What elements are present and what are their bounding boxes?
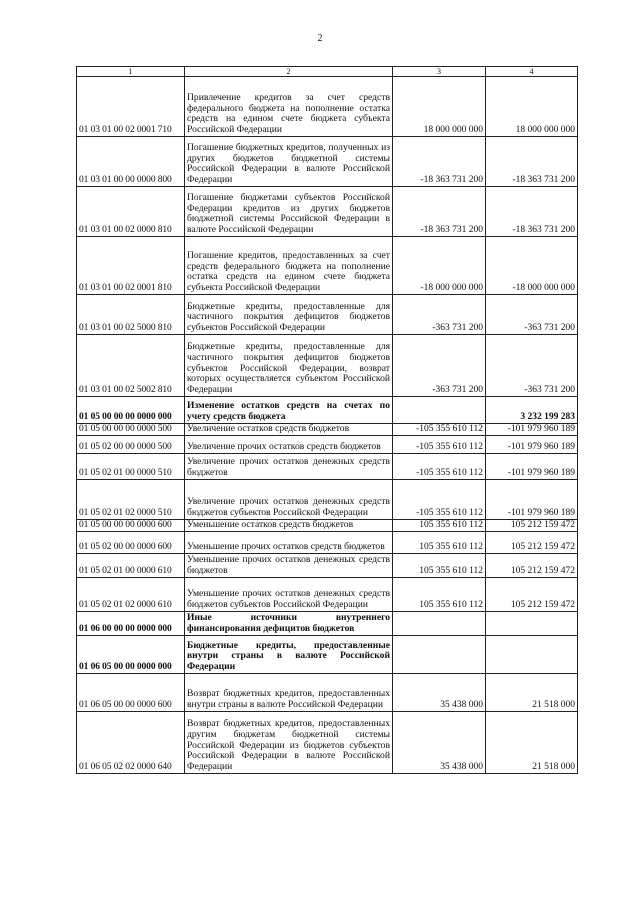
amount-col3-cell: 18 000 000 000	[393, 77, 486, 137]
description-cell: Изменение остатков средств на счетах по учету средств бюджета	[185, 397, 393, 424]
amount-col4-cell: 105 212 159 472	[486, 578, 578, 612]
column-header-3: 3	[393, 67, 486, 77]
kbk-code-cell: 01 03 01 00 02 5000 810	[77, 295, 185, 335]
description-cell: Бюджетные кредиты, предоставленные для частичного покрытия дефицитов бюджетов субъектов Российской Федерации, возврат которых осуществляется субъектом Российской Федерации	[185, 335, 393, 397]
description-cell: Иные источники внутреннего финансирования дефицитов бюджетов	[185, 612, 393, 636]
kbk-code-cell: 01 05 02 01 02 0000 610	[77, 578, 185, 612]
column-header-1: 1	[77, 67, 185, 77]
amount-col4-cell	[486, 636, 578, 674]
amount-col4-cell: -363 731 200	[486, 335, 578, 397]
amount-col4-cell: 18 000 000 000	[486, 77, 578, 137]
kbk-code-cell: 01 03 01 00 02 0001 710	[77, 77, 185, 137]
column-number-header	[77, 67, 578, 77]
amount-col4-cell: 105 212 159 472	[486, 532, 578, 554]
description-cell: Бюджетные кредиты, предоставленные внутри страны в валюте Российской Федерации	[185, 636, 393, 674]
amount-col4-cell: -18 363 731 200	[486, 137, 578, 187]
description-cell: Уменьшение остатков средств бюджетов	[185, 520, 393, 532]
amount-col4-cell: -101 979 960 189	[486, 436, 578, 454]
amount-col3-cell: 35 438 000	[393, 712, 486, 774]
amount-col4-cell	[486, 612, 578, 636]
column-header-2: 2	[185, 67, 393, 77]
kbk-code-cell: 01 05 02 01 00 0000 610	[77, 554, 185, 578]
kbk-code-cell: 01 05 02 01 00 0000 510	[77, 454, 185, 480]
amount-col4-cell: 3 232 199 283	[486, 397, 578, 424]
table-row	[77, 532, 578, 554]
amount-col3-cell	[393, 397, 486, 424]
column-header-4: 4	[486, 67, 578, 77]
description-cell: Погашение бюджетных кредитов, полученных из других бюджетов бюджетной системы Российской Федерации в валюте Российской Федерации	[185, 137, 393, 187]
amount-col3-cell	[393, 612, 486, 636]
kbk-code-cell: 01 03 01 00 02 5002 810	[77, 335, 185, 397]
description-cell: Погашение кредитов, предоставленных за счет средств федерального бюджета на пополнение остатка средств на едином счете бюджета субъекта Российской Федерации	[185, 237, 393, 295]
table-row	[77, 397, 578, 424]
amount-col4-cell: 105 212 159 472	[486, 520, 578, 532]
amount-col3-cell: -105 355 610 112	[393, 424, 486, 436]
description-cell: Погашение бюджетами субъектов Российской Федерации кредитов из других бюджетов бюджетной системы Российской Федерации в валюте Российской Федерации	[185, 187, 393, 237]
page-number: 2	[317, 33, 323, 44]
amount-col3-cell: -18 000 000 000	[393, 237, 486, 295]
description-cell: Привлечение кредитов за счет средств федерального бюджета на пополнение остатка средств на едином счете бюджета субъекта Российской Федерации	[185, 77, 393, 137]
table-row	[77, 436, 578, 454]
kbk-code-cell: 01 06 05 02 02 0000 640	[77, 712, 185, 774]
amount-col3-cell	[393, 636, 486, 674]
amount-col4-cell: -18 363 731 200	[486, 187, 578, 237]
amount-col4-cell: 105 212 159 472	[486, 554, 578, 578]
table-row	[77, 612, 578, 636]
amount-col3-cell: 35 438 000	[393, 674, 486, 712]
amount-col3-cell: -105 355 610 112	[393, 436, 486, 454]
table-row	[77, 520, 578, 532]
description-cell: Возврат бюджетных кредитов, предоставленных внутри страны в валюте Российской Федерации	[185, 674, 393, 712]
amount-col3-cell: -18 363 731 200	[393, 187, 486, 237]
kbk-code-cell: 01 05 02 00 00 0000 600	[77, 532, 185, 554]
amount-col3-cell: -105 355 610 112	[393, 454, 486, 480]
description-cell: Уменьшение прочих остатков денежных средств бюджетов	[185, 554, 393, 578]
table-row	[77, 137, 578, 187]
table-row	[77, 187, 578, 237]
kbk-code-cell: 01 05 02 01 02 0000 510	[77, 480, 185, 520]
table-row	[77, 295, 578, 335]
amount-col3-cell: -363 731 200	[393, 335, 486, 397]
kbk-code-cell: 01 05 00 00 00 0000 000	[77, 397, 185, 424]
description-cell: Уменьшение прочих остатков средств бюджетов	[185, 532, 393, 554]
amount-col4-cell: 21 518 000	[486, 674, 578, 712]
amount-col4-cell: -101 979 960 189	[486, 480, 578, 520]
table-body	[77, 77, 578, 774]
kbk-code-cell: 01 06 05 00 00 0000 600	[77, 674, 185, 712]
description-cell: Увеличение остатков средств бюджетов	[185, 424, 393, 436]
description-cell: Увеличение прочих остатков денежных средств бюджетов субъектов Российской Федерации	[185, 480, 393, 520]
table-row	[77, 674, 578, 712]
amount-col4-cell: -101 979 960 189	[486, 454, 578, 480]
kbk-code-cell: 01 05 00 00 00 0000 500	[77, 424, 185, 436]
kbk-code-cell: 01 06 00 00 00 0000 000	[77, 612, 185, 636]
amount-col4-cell: -101 979 960 189	[486, 424, 578, 436]
description-cell: Возврат бюджетных кредитов, предоставленных другим бюджетам бюджетной системы Российской Федерации из бюджетов субъектов Российской Федерации в валюте Российской Федерации	[185, 712, 393, 774]
amount-col3-cell: -18 363 731 200	[393, 137, 486, 187]
description-cell: Уменьшение прочих остатков денежных средств бюджетов субъектов Российской Федерации	[185, 578, 393, 612]
description-cell: Увеличение прочих остатков денежных средств бюджетов	[185, 454, 393, 480]
table-row	[77, 554, 578, 578]
amount-col3-cell: 105 355 610 112	[393, 554, 486, 578]
budget-sources-table	[76, 66, 578, 774]
kbk-code-cell: 01 03 01 00 02 0001 810	[77, 237, 185, 295]
kbk-code-cell: 01 05 02 00 00 0000 500	[77, 436, 185, 454]
table-row	[77, 578, 578, 612]
description-cell: Увеличение прочих остатков средств бюджетов	[185, 436, 393, 454]
table-row	[77, 237, 578, 295]
kbk-code-cell: 01 06 05 00 00 0000 000	[77, 636, 185, 674]
table-row	[77, 454, 578, 480]
table-row	[77, 480, 578, 520]
amount-col4-cell: 21 518 000	[486, 712, 578, 774]
kbk-code-cell: 01 05 00 00 00 0000 600	[77, 520, 185, 532]
amount-col3-cell: -105 355 610 112	[393, 480, 486, 520]
kbk-code-cell: 01 03 01 00 02 0000 810	[77, 187, 185, 237]
amount-col3-cell: 105 355 610 112	[393, 532, 486, 554]
kbk-code-cell: 01 03 01 00 00 0000 800	[77, 137, 185, 187]
table-row	[77, 335, 578, 397]
amount-col3-cell: 105 355 610 112	[393, 520, 486, 532]
amount-col3-cell: -363 731 200	[393, 295, 486, 335]
amount-col4-cell: -363 731 200	[486, 295, 578, 335]
table-row	[77, 77, 578, 137]
amount-col4-cell: -18 000 000 000	[486, 237, 578, 295]
table-row	[77, 712, 578, 774]
table-row	[77, 636, 578, 674]
table-row	[77, 424, 578, 436]
description-cell: Бюджетные кредиты, предоставленные для частичного покрытия дефицитов бюджетов субъектов Российской Федерации	[185, 295, 393, 335]
amount-col3-cell: 105 355 610 112	[393, 578, 486, 612]
